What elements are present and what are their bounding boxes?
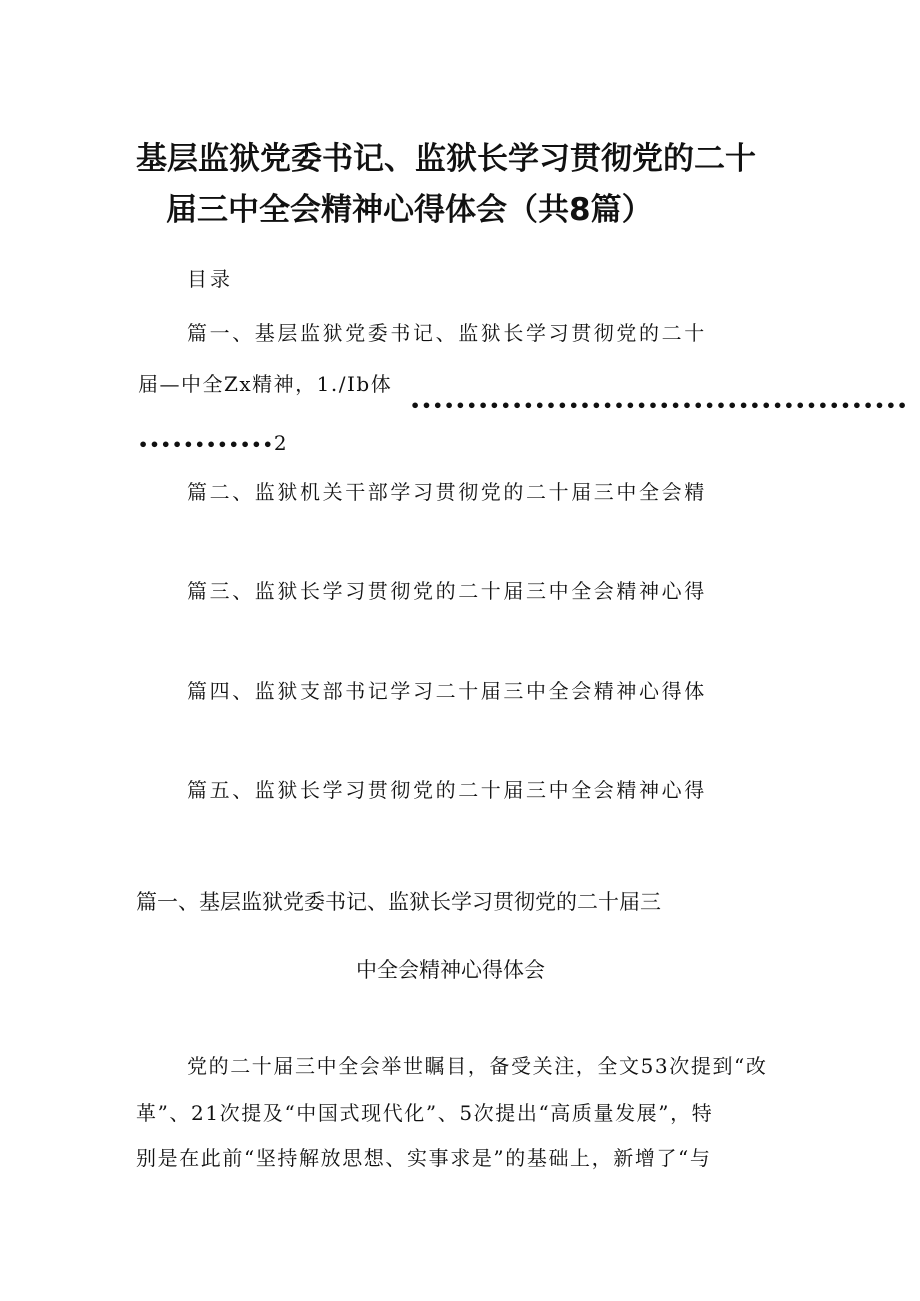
toc-leader-dots-tail: •••••••••••• (138, 435, 274, 454)
toc-item-1-leader-dots: •••••••••••••••••••••••••••••••••••••••••••• (410, 396, 909, 415)
document-title-line-1: 基层监狱党委书记、监狱长学习贯彻党的二十 (136, 141, 756, 177)
toc-item-1-line-1[interactable]: 篇一、基层监狱党委书记、监狱长学习贯彻党的二十 (187, 321, 707, 345)
toc-item-1-page-number: 2 (273, 431, 287, 455)
toc-item-3[interactable]: 篇三、监狱长学习贯彻党的二十届三中全会精神心得 (187, 579, 707, 603)
toc-item-1-leader-dots-continued (138, 433, 287, 453)
toc-item-1-line-2[interactable]: 届—中全Zx精神，1./Ib体 (138, 372, 393, 396)
toc-item-4[interactable]: 篇四、监狱支部书记学习二十届三中全会精神心得体 (187, 679, 707, 703)
body-paragraph-line-3: 别是在此前“坚持解放思想、实事求是”的基础上，新增了“与 (136, 1146, 712, 1170)
toc-item-5[interactable]: 篇五、监狱长学习贯彻党的二十届三中全会精神心得 (187, 778, 707, 802)
toc-heading: 目录 (187, 267, 233, 291)
body-paragraph-line-2: 革”、21次提及“中国式现代化”、5次提出“高质量发展”，特 (136, 1101, 714, 1125)
toc-item-2[interactable]: 篇二、监狱机关干部学习贯彻党的二十届三中全会精 (187, 480, 707, 504)
section-1-title-line-1: 篇一、基层监狱党委书记、监狱长学习贯彻党的二十届三 (136, 890, 661, 914)
body-paragraph-line-1: 党的二十届三中全会举世瞩目，备受关注，全文53次提到“改 (187, 1054, 768, 1078)
document-title-line-2: 届三中全会精神心得体会（共8篇） (166, 192, 653, 228)
section-1-title-line-2: 中全会精神心得体会 (356, 958, 545, 982)
